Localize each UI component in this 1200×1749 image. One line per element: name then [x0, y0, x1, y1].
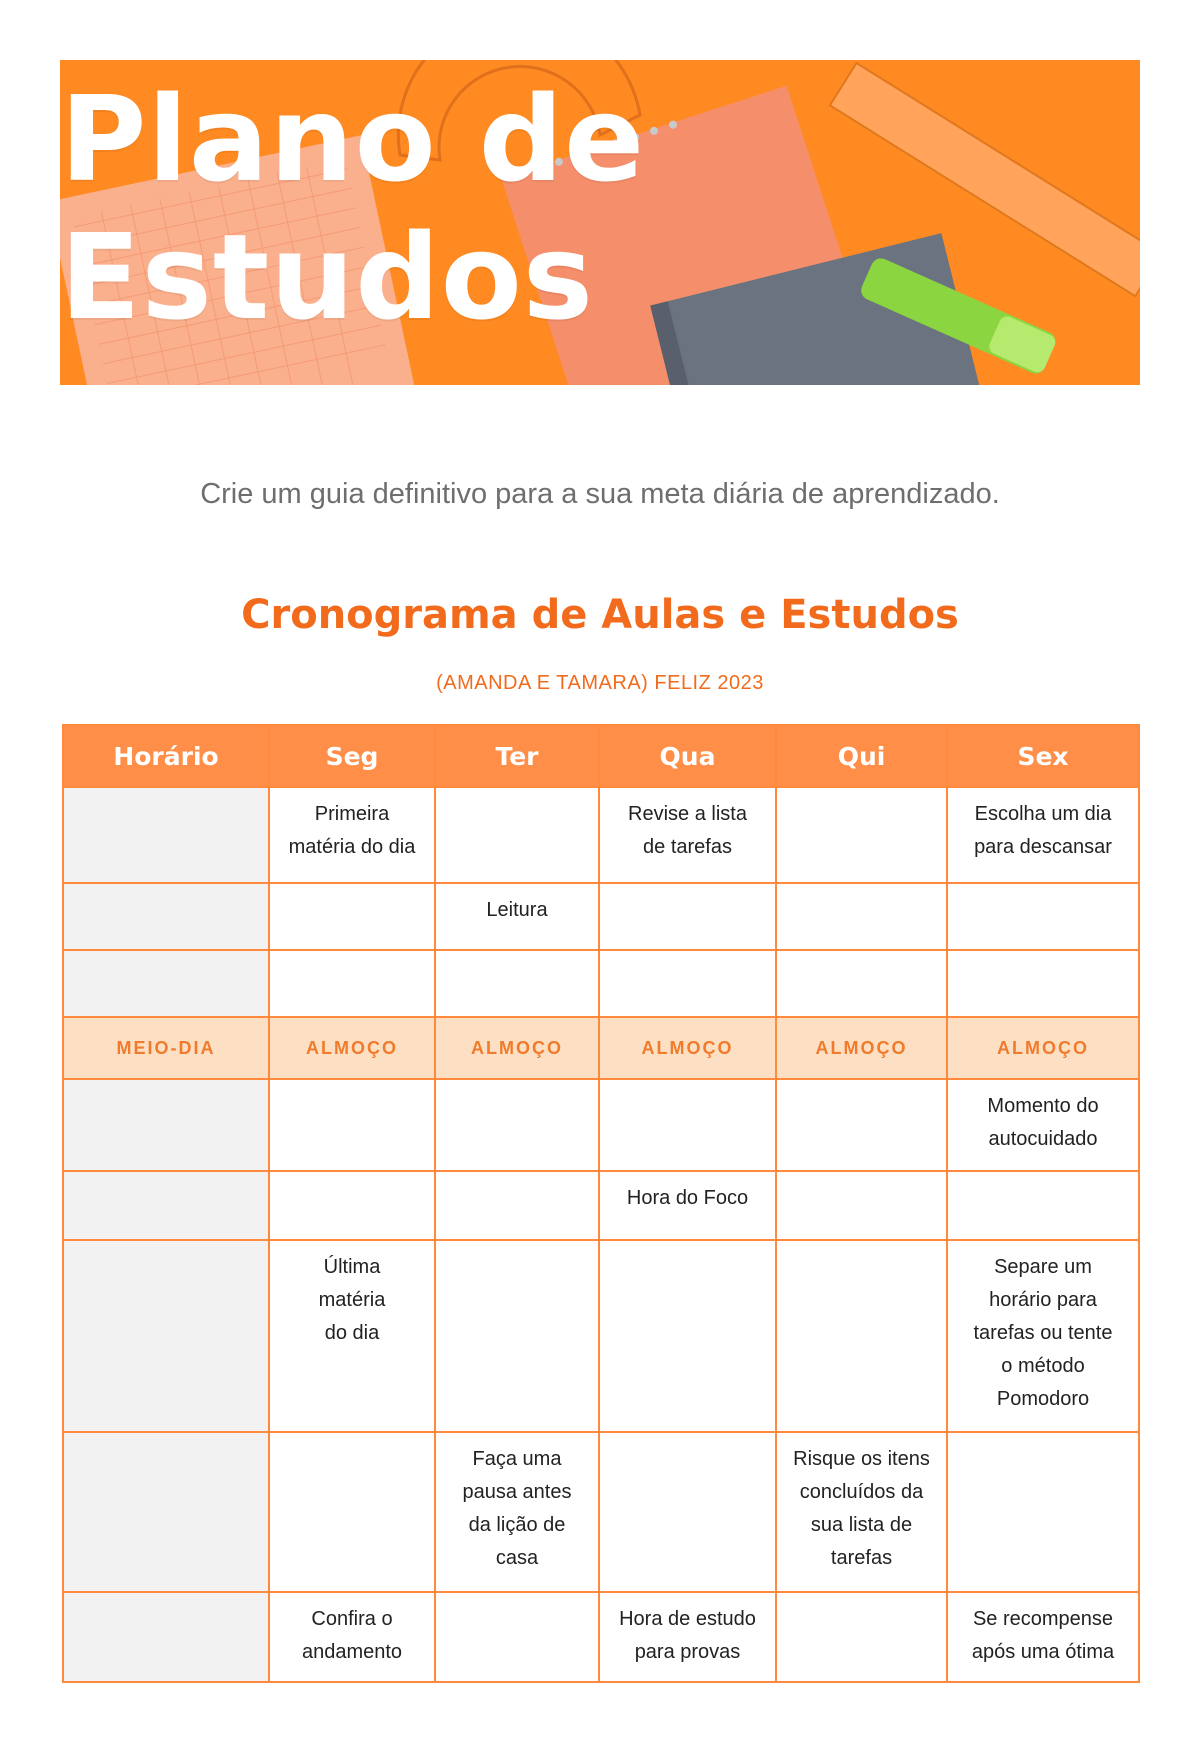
table-cell[interactable]: [63, 787, 269, 883]
table-cell[interactable]: [599, 950, 776, 1017]
lunch-label: ALMOÇO: [947, 1017, 1139, 1079]
table-cell[interactable]: [63, 950, 269, 1017]
table-cell[interactable]: [947, 1240, 1139, 1432]
column-header-tuesday: Ter: [435, 725, 599, 787]
table-cell[interactable]: [947, 787, 1139, 883]
table-cell[interactable]: [947, 1432, 1139, 1592]
table-cell[interactable]: [269, 883, 435, 950]
table-cell[interactable]: [776, 950, 947, 1017]
table-row: [63, 883, 1139, 950]
table-cell[interactable]: [435, 1079, 599, 1171]
table-cell[interactable]: [435, 1592, 599, 1682]
cell-text: Escolha um dia para descansar: [974, 803, 1112, 858]
table-header-row: [63, 725, 1139, 787]
table-cell[interactable]: [599, 883, 776, 950]
table-cell[interactable]: [269, 1240, 435, 1432]
table-cell[interactable]: [269, 1079, 435, 1171]
table-cell[interactable]: [435, 787, 599, 883]
cell-text: Confira o andamento: [301, 1608, 403, 1663]
table-cell[interactable]: [776, 1171, 947, 1240]
table-cell[interactable]: [435, 883, 599, 950]
cell-text: Separe um horário para tarefas ou tente o método Pomodoro: [973, 1256, 1113, 1410]
table-cell[interactable]: [269, 1592, 435, 1682]
table-cell[interactable]: [776, 1079, 947, 1171]
table-cell[interactable]: [947, 950, 1139, 1017]
table-row: [63, 1171, 1139, 1240]
column-header-friday: Sex: [947, 725, 1139, 787]
table-cell[interactable]: [776, 1592, 947, 1682]
cell-text: Primeira matéria do dia: [288, 803, 416, 858]
cell-text: Última matéria do dia: [318, 1256, 386, 1344]
lunch-label: ALMOÇO: [776, 1017, 947, 1079]
table-cell[interactable]: [599, 1592, 776, 1682]
table-cell[interactable]: [776, 1240, 947, 1432]
table-cell[interactable]: [435, 1432, 599, 1592]
lunch-label: ALMOÇO: [269, 1017, 435, 1079]
schedule-subtitle: (AMANDA E TAMARA) FELIZ 2023: [436, 672, 764, 694]
table-cell[interactable]: [776, 883, 947, 950]
column-header-time: Horário: [63, 725, 269, 787]
table-cell[interactable]: [63, 1079, 269, 1171]
cell-text: Momento do autocuidado: [987, 1095, 1099, 1150]
cell-text: Se recompense após uma ótima: [971, 1608, 1115, 1663]
table-cell[interactable]: [599, 1432, 776, 1592]
table-cell[interactable]: [269, 1432, 435, 1592]
page-title: Plano de Estudos: [60, 69, 646, 346]
table-row: [63, 1592, 1139, 1682]
cell-text: Revise a lista de tarefas: [628, 803, 747, 858]
table-cell[interactable]: [63, 1432, 269, 1592]
table-cell[interactable]: [776, 1432, 947, 1592]
cell-text: Hora do Foco: [626, 1187, 749, 1209]
table-cell[interactable]: [63, 1240, 269, 1432]
lunch-label: ALMOÇO: [435, 1017, 599, 1079]
table-cell[interactable]: [63, 883, 269, 950]
table-cell[interactable]: [63, 1592, 269, 1682]
lunch-time-label: MEIO-DIA: [63, 1017, 269, 1079]
table-cell[interactable]: [269, 1171, 435, 1240]
column-header-wednesday: Qua: [599, 725, 776, 787]
table-cell[interactable]: [599, 787, 776, 883]
table-cell[interactable]: [435, 1171, 599, 1240]
schedule-title: Cronograma de Aulas e Estudos: [241, 592, 959, 638]
column-header-thursday: Qui: [776, 725, 947, 787]
table-cell[interactable]: [599, 1240, 776, 1432]
table-cell[interactable]: [269, 950, 435, 1017]
table-cell[interactable]: [947, 1171, 1139, 1240]
cell-text: Leitura: [486, 899, 548, 921]
table-row: [63, 1432, 1139, 1592]
lunch-label: ALMOÇO: [599, 1017, 776, 1079]
table-cell[interactable]: [599, 1171, 776, 1240]
table-cell[interactable]: [947, 1592, 1139, 1682]
table-row: [63, 1079, 1139, 1171]
table-row: [63, 1240, 1139, 1432]
table-cell[interactable]: [435, 950, 599, 1017]
cell-text: Hora de estudo para provas: [619, 1608, 756, 1663]
lunch-row: [63, 1017, 1139, 1079]
table-cell[interactable]: [947, 883, 1139, 950]
schedule-table: [62, 724, 1140, 1683]
table-cell[interactable]: [269, 787, 435, 883]
table-cell[interactable]: [435, 1240, 599, 1432]
table-cell[interactable]: [947, 1079, 1139, 1171]
header-banner: [60, 60, 1140, 385]
table-cell[interactable]: [776, 787, 947, 883]
table-row: [63, 787, 1139, 883]
table-row: [63, 950, 1139, 1017]
column-header-monday: Seg: [269, 725, 435, 787]
table-cell[interactable]: [63, 1171, 269, 1240]
cell-text: Risque os itens concluídos da sua lista de tarefas: [793, 1448, 930, 1569]
table-cell[interactable]: [599, 1079, 776, 1171]
cell-text: Faça uma pausa antes da lição de casa: [462, 1448, 572, 1569]
page-subtitle: Crie um guia definitivo para a sua meta diária de aprendizado.: [200, 478, 1000, 510]
